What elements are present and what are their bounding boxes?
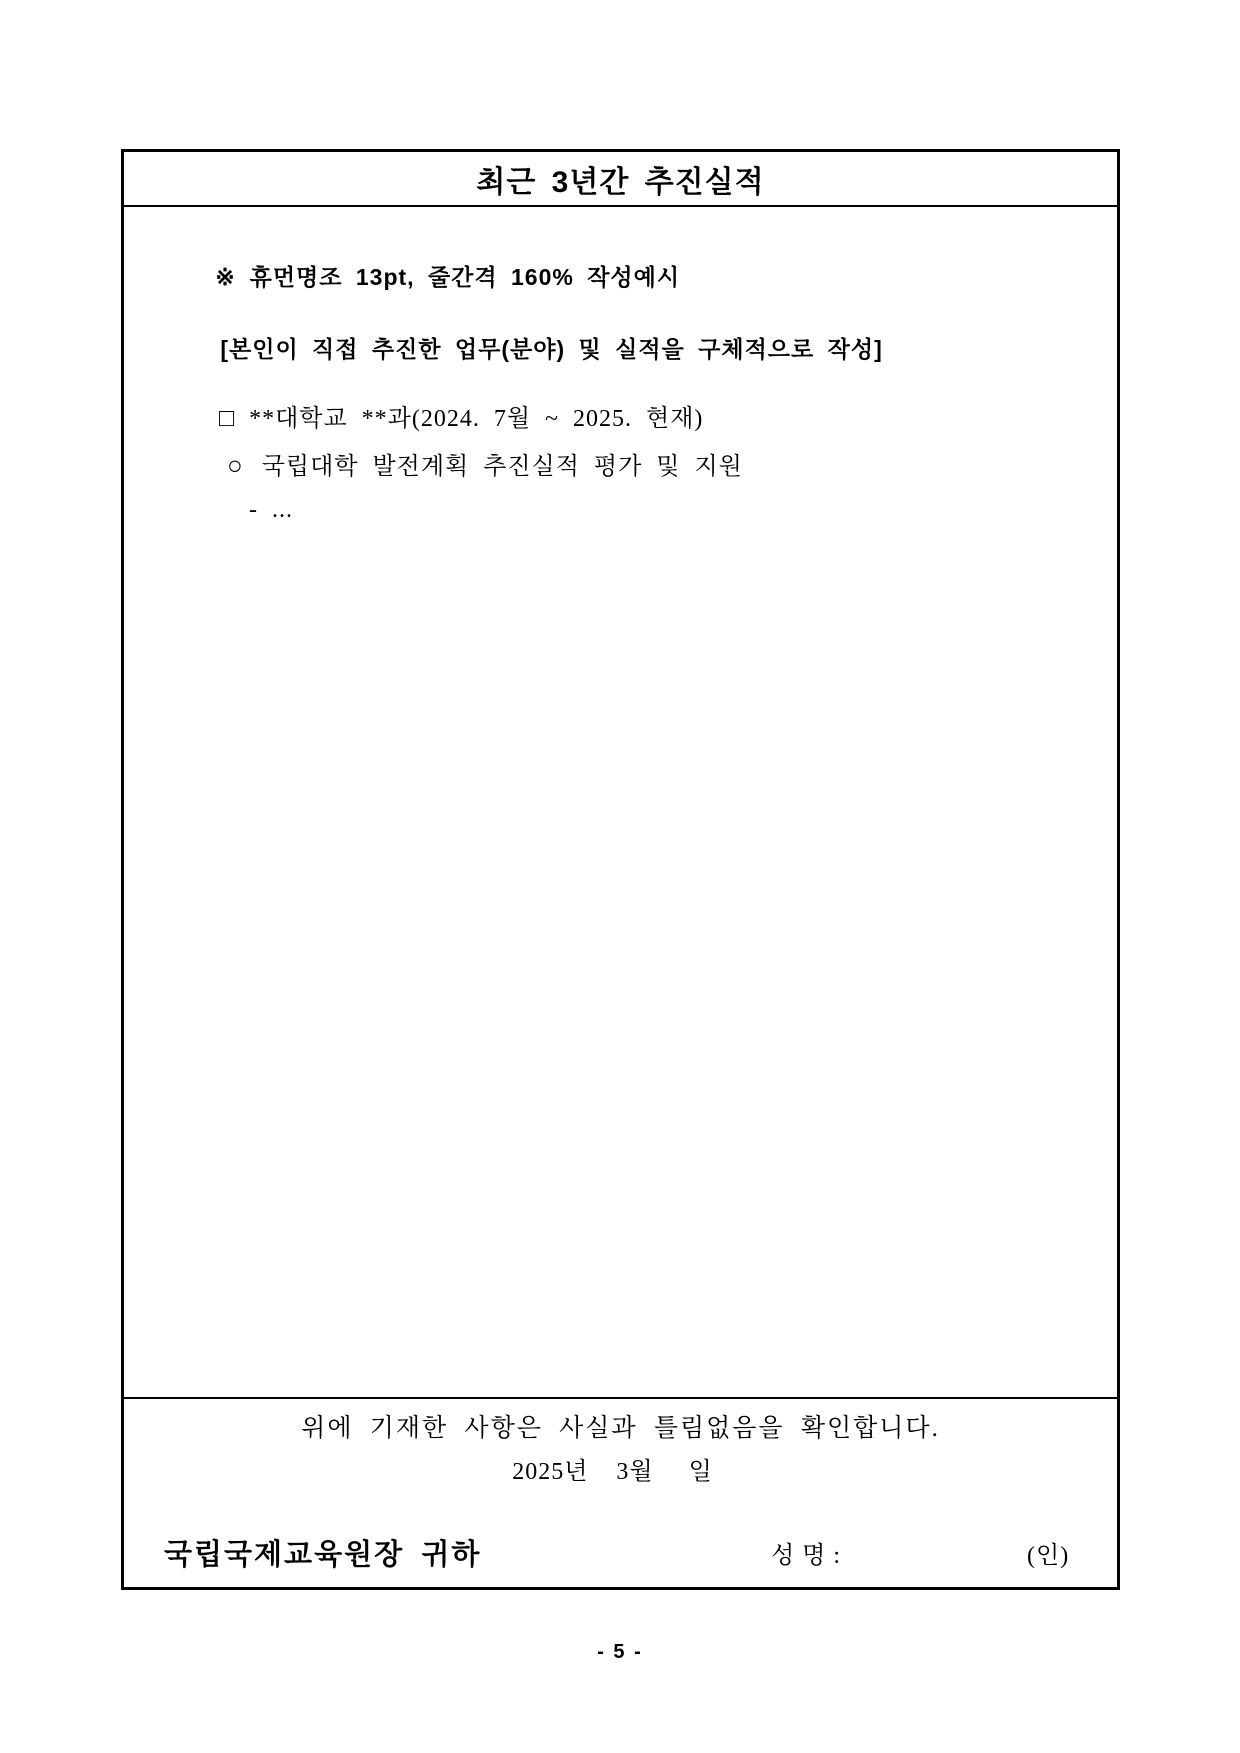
box-title: 최근 3년간 추진실적 <box>476 165 765 199</box>
recipient-line: 국립국제교육원장 귀하 <box>164 1539 482 1571</box>
task-text: 국립대학 발전계획 추진실적 평가 및 지원 <box>261 454 743 480</box>
dash-bullet-icon: - <box>249 497 258 523</box>
organization-text: **대학교 **과(2024. 7월 ~ 2025. 현재) <box>249 406 704 432</box>
signature-line <box>715 1502 1069 1610</box>
confirmation-statement: 위에 기재한 사항은 사실과 틀림없음을 확인합니다. <box>301 1415 940 1442</box>
detail-placeholder-text: ... <box>272 497 293 523</box>
circle-bullet-icon: ○ <box>227 451 244 480</box>
detail-placeholder-line <box>165 459 293 561</box>
confirmation-date: 2025년 3월 일 <box>512 1459 713 1485</box>
square-bullet-icon: □ <box>219 405 236 432</box>
format-note-text: 휴먼명조 13pt, 줄간격 160% 작성예시 <box>249 264 681 290</box>
box-title-bar <box>124 152 1117 207</box>
confirmation-section <box>124 1397 1117 1587</box>
seal-label: (인) <box>1027 1543 1070 1569</box>
achievements-box <box>121 149 1120 1590</box>
page-number: - 5 - <box>597 1641 643 1663</box>
reference-mark-icon: ※ <box>215 264 236 290</box>
name-label: 성 명 : <box>771 1543 842 1569</box>
writing-guide-text: [본인이 직접 추진한 업무(분야) 및 실적을 구체적으로 작성] <box>220 336 883 362</box>
name-blank-field <box>841 1553 1027 1563</box>
